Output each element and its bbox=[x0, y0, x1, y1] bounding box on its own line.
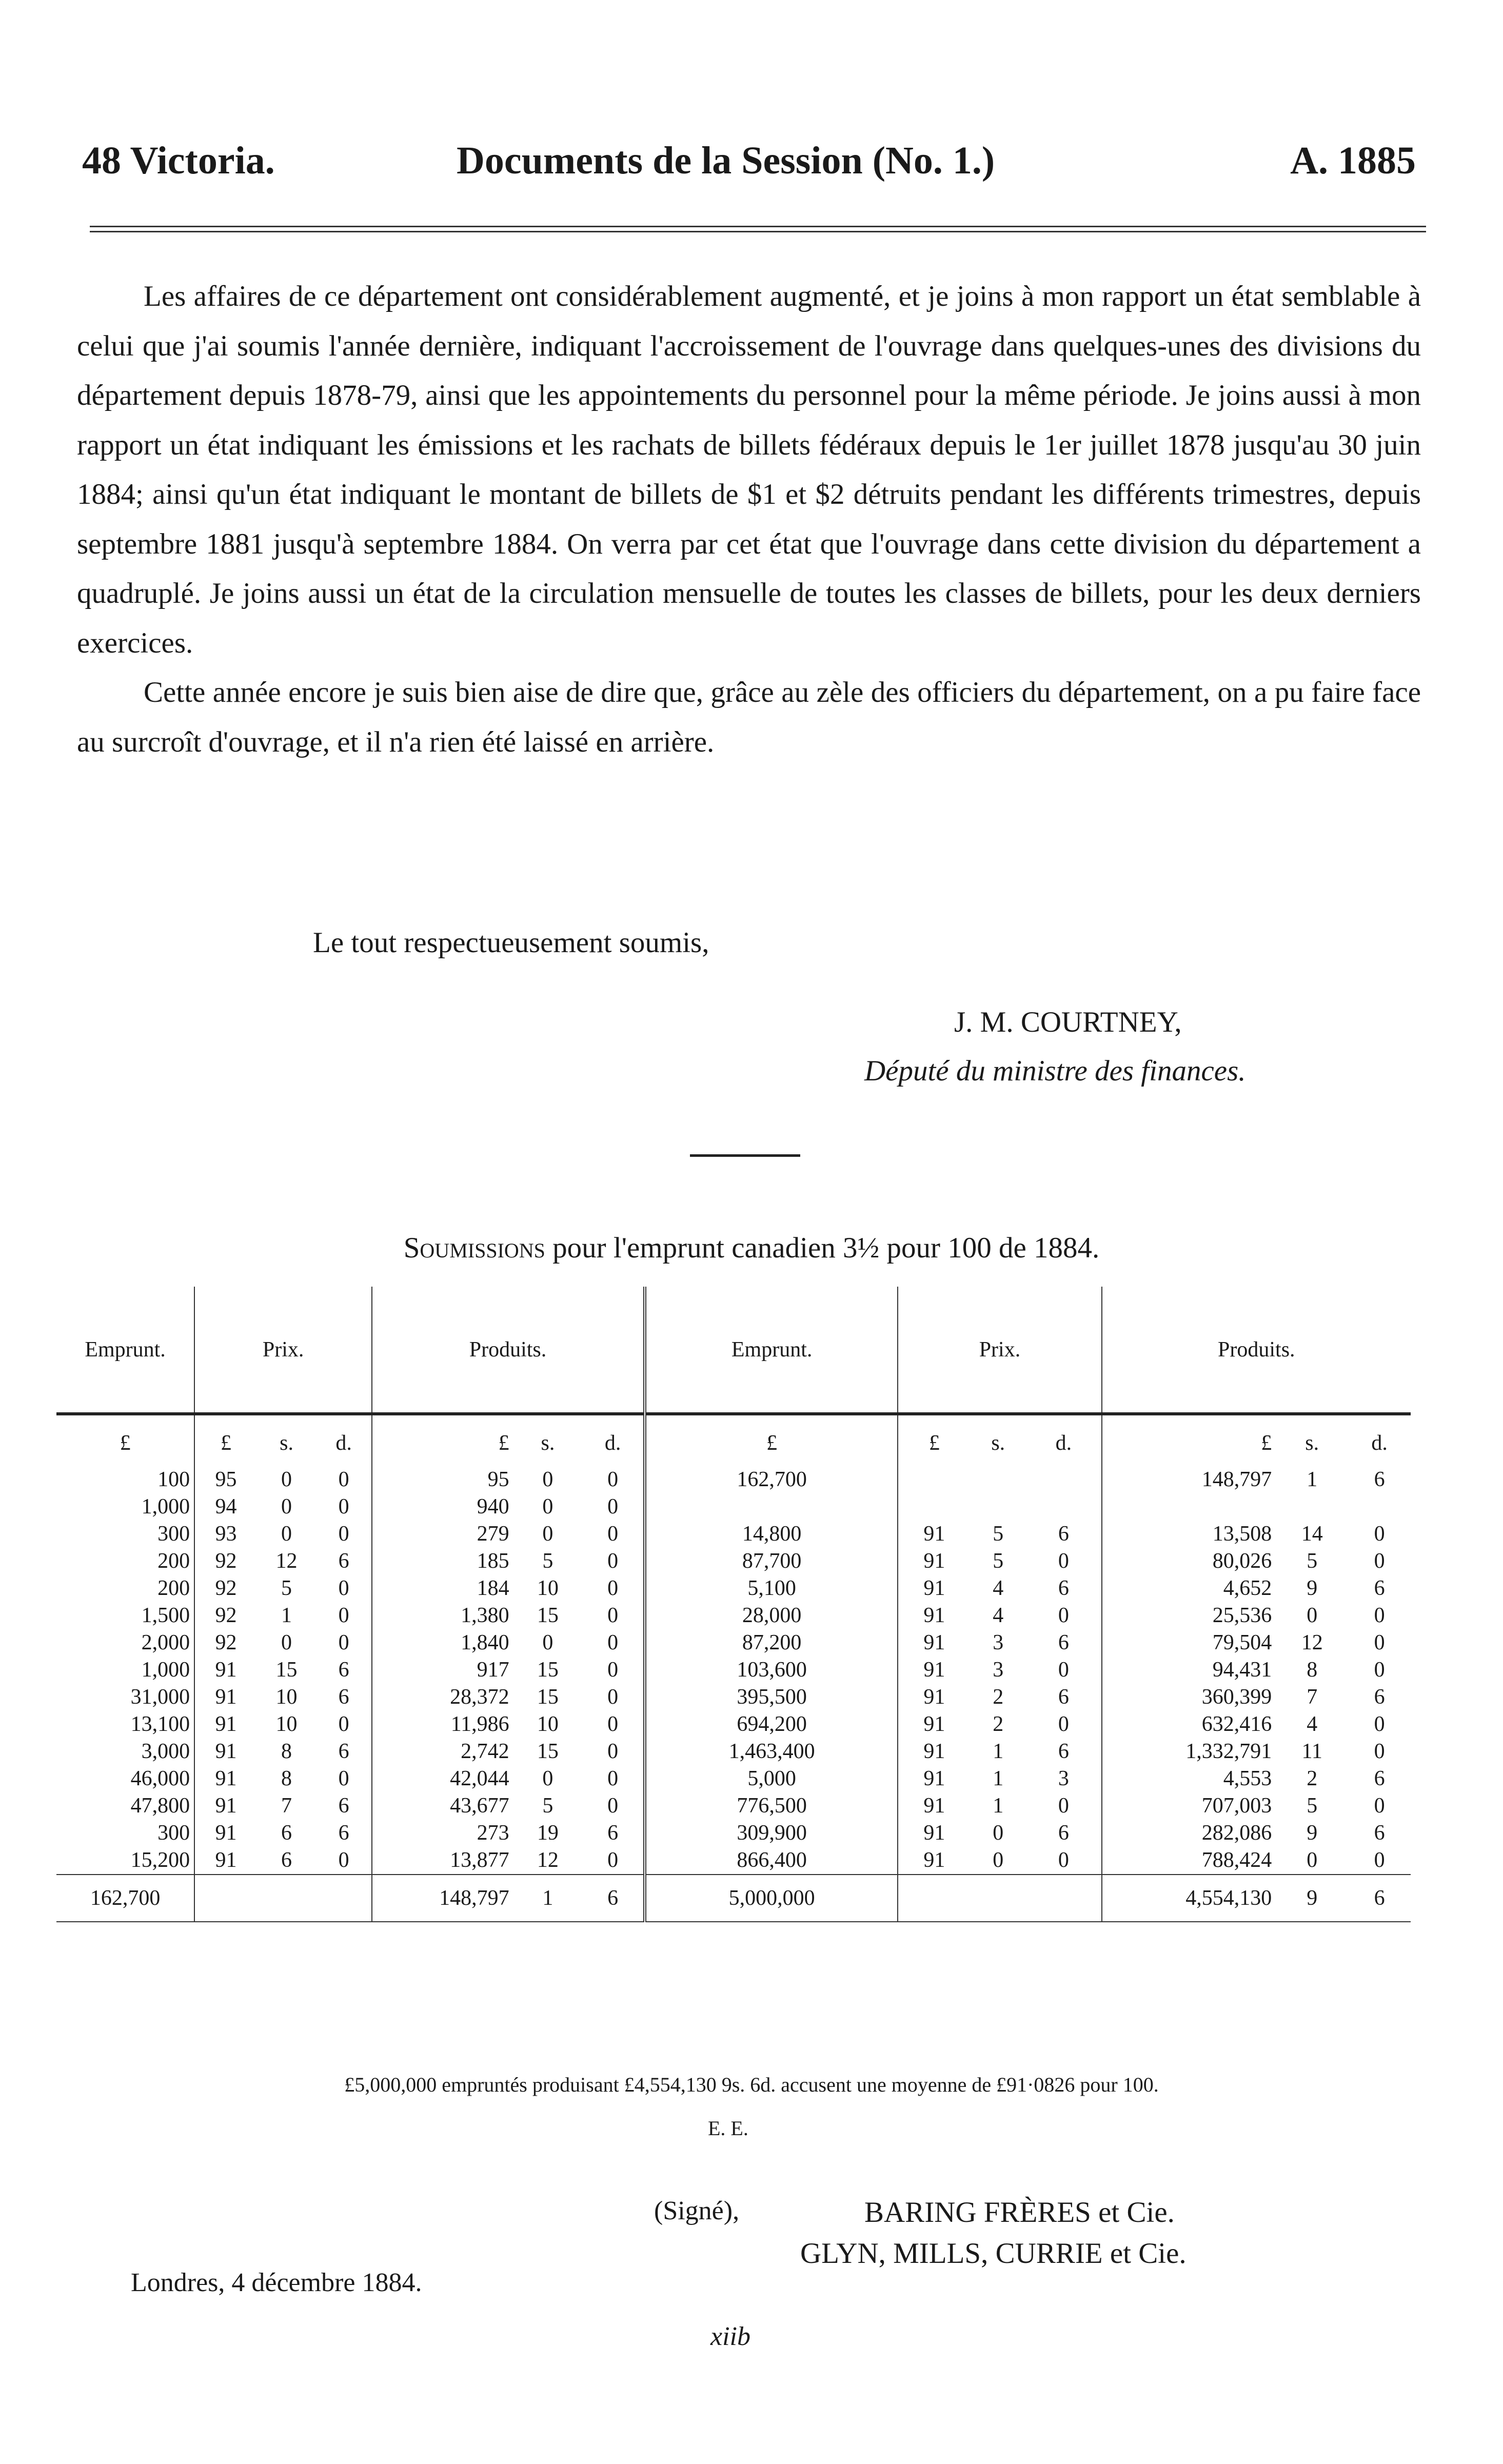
table-cell: 92 bbox=[194, 1629, 257, 1657]
signed-label: (Signé), bbox=[654, 2196, 740, 2225]
header-rule-second bbox=[90, 231, 1426, 232]
unit-cell: s. bbox=[280, 1431, 293, 1455]
table-row bbox=[56, 1738, 1411, 1765]
table-cell: 100 bbox=[157, 1468, 190, 1491]
total-cell bbox=[970, 1875, 1026, 1922]
table-cell: 46,000 bbox=[130, 1767, 190, 1790]
header-emprunt-left: Emprunt. bbox=[56, 1287, 194, 1414]
table-cell: 93 bbox=[194, 1521, 257, 1548]
table-cell: 2 bbox=[993, 1712, 1004, 1736]
table-cell bbox=[1102, 1493, 1276, 1521]
table-cell: 2,742 bbox=[372, 1738, 513, 1765]
unit-cell: d. bbox=[335, 1431, 352, 1455]
table-cell: 707,003 bbox=[1102, 1792, 1276, 1820]
table-cell: 15,200 bbox=[130, 1848, 190, 1872]
table-cell: 0 bbox=[607, 1522, 619, 1546]
table-cell: 0 bbox=[1058, 1604, 1069, 1627]
table-cell: 10 bbox=[537, 1712, 559, 1736]
table-cell: 15 bbox=[275, 1658, 298, 1682]
table-cell: 0 bbox=[338, 1631, 349, 1654]
table-cell: 2 bbox=[1307, 1767, 1318, 1790]
table-cell: 5,100 bbox=[645, 1575, 898, 1602]
table-cell: 8 bbox=[281, 1767, 292, 1790]
table-cell: 25,536 bbox=[1102, 1602, 1276, 1629]
table-cell: 2 bbox=[993, 1685, 1004, 1709]
table-cell: 0 bbox=[1058, 1712, 1069, 1736]
table-row bbox=[56, 1548, 1411, 1575]
table-cell: 273 bbox=[372, 1820, 513, 1847]
table-cell: 0 bbox=[1374, 1631, 1385, 1654]
table-cell: 5 bbox=[1307, 1549, 1318, 1573]
table-cell: 6 bbox=[1374, 1685, 1385, 1709]
table-cell: 9 bbox=[1307, 1576, 1318, 1600]
table-cell: 776,500 bbox=[645, 1792, 898, 1820]
table-cell: 7 bbox=[281, 1794, 292, 1818]
totals-row bbox=[56, 1875, 1411, 1922]
table-cell: 43,677 bbox=[372, 1792, 513, 1820]
table-cell: 6 bbox=[1058, 1740, 1069, 1763]
table-cell: 91 bbox=[194, 1711, 257, 1738]
table-cell: 15 bbox=[537, 1685, 559, 1709]
table-cell: 0 bbox=[607, 1631, 619, 1654]
table-row bbox=[56, 1466, 1411, 1493]
header-prix-left: Prix. bbox=[194, 1287, 372, 1414]
table-cell: 6 bbox=[338, 1549, 349, 1573]
table-cell: 200 bbox=[157, 1576, 190, 1600]
table-cell bbox=[970, 1493, 1026, 1521]
table-cell: 4,553 bbox=[1102, 1765, 1276, 1792]
table-cell: 632,416 bbox=[1102, 1711, 1276, 1738]
table-cell: 6 bbox=[281, 1821, 292, 1845]
table-cell: 1 bbox=[993, 1740, 1004, 1763]
table-cell: 95 bbox=[194, 1466, 257, 1493]
table-cell: 91 bbox=[194, 1792, 257, 1820]
table-cell bbox=[898, 1493, 970, 1521]
table-cell: 1,380 bbox=[372, 1602, 513, 1629]
table-cell: 0 bbox=[607, 1712, 619, 1736]
table-cell: 91 bbox=[898, 1847, 970, 1875]
table-title-smallcaps: Soumissions bbox=[403, 1232, 545, 1264]
table-cell: 91 bbox=[194, 1684, 257, 1711]
header-session-year: 48 Victoria. bbox=[82, 139, 275, 182]
table-cell: 1,000 bbox=[141, 1658, 190, 1682]
table-row bbox=[56, 1847, 1411, 1875]
table-cell: 19 bbox=[537, 1821, 559, 1845]
closing-line: Le tout respectueusement soumis, bbox=[313, 927, 709, 959]
table-cell: 6 bbox=[338, 1821, 349, 1845]
table-cell: 6 bbox=[1374, 1576, 1385, 1600]
table-cell: 91 bbox=[898, 1765, 970, 1792]
table-cell bbox=[1026, 1493, 1101, 1521]
header-rule bbox=[90, 226, 1426, 227]
table-body bbox=[56, 1466, 1411, 1875]
table-cell: 6 bbox=[338, 1794, 349, 1818]
total-cell: 4,554,130 bbox=[1102, 1875, 1276, 1922]
table-row bbox=[56, 1684, 1411, 1711]
unit-cell: s. bbox=[541, 1431, 555, 1455]
table-cell: 0 bbox=[338, 1767, 349, 1790]
table-cell: 5,000 bbox=[645, 1765, 898, 1792]
table-cell: 0 bbox=[607, 1685, 619, 1709]
table-cell: 279 bbox=[372, 1521, 513, 1548]
signatory-bank-baring: BARING FRÈRES et Cie. bbox=[864, 2196, 1175, 2229]
table-cell: 0 bbox=[542, 1767, 553, 1790]
table-cell: 95 bbox=[372, 1466, 513, 1493]
table-cell: 6 bbox=[1058, 1685, 1069, 1709]
table-cell: 91 bbox=[898, 1820, 970, 1847]
table-cell: 0 bbox=[1374, 1658, 1385, 1682]
table-cell: 91 bbox=[194, 1765, 257, 1792]
table-row bbox=[56, 1602, 1411, 1629]
header-document-title: Documents de la Session (No. 1.) bbox=[457, 139, 995, 182]
table-cell: 0 bbox=[1307, 1604, 1318, 1627]
table-cell: 91 bbox=[898, 1575, 970, 1602]
table-cell: 91 bbox=[898, 1629, 970, 1657]
table-cell bbox=[970, 1466, 1026, 1493]
total-cell: 148,797 bbox=[372, 1875, 513, 1922]
table-cell: 866,400 bbox=[645, 1847, 898, 1875]
running-header bbox=[82, 139, 1416, 190]
table-cell: 1 bbox=[281, 1604, 292, 1627]
total-cell: 6 bbox=[1348, 1875, 1411, 1922]
table-cell: 5 bbox=[542, 1794, 553, 1818]
total-cell bbox=[316, 1875, 372, 1922]
table-cell: 1 bbox=[993, 1767, 1004, 1790]
table-cell: 11,986 bbox=[372, 1711, 513, 1738]
table-title bbox=[0, 1231, 1503, 1265]
header-year: A. 1885 bbox=[1290, 139, 1416, 182]
table-cell: 0 bbox=[338, 1495, 349, 1519]
table-cell: 94,431 bbox=[1102, 1657, 1276, 1684]
table-cell: 91 bbox=[194, 1738, 257, 1765]
table-cell: 0 bbox=[993, 1821, 1004, 1845]
table-cell: 0 bbox=[1058, 1549, 1069, 1573]
table-cell: 0 bbox=[542, 1468, 553, 1491]
table-cell: 14 bbox=[1301, 1522, 1323, 1546]
table-cell: 3 bbox=[993, 1658, 1004, 1682]
table-cell: 6 bbox=[1058, 1631, 1069, 1654]
table-cell: 6 bbox=[1058, 1576, 1069, 1600]
loan-summary: £5,000,000 empruntés produisant £4,554,130 9s. 6d. accusent une moyenne de £91·0826 pour 100. bbox=[344, 2073, 1159, 2096]
table-cell: 87,200 bbox=[645, 1629, 898, 1657]
table-cell: 1 bbox=[1307, 1468, 1318, 1491]
table-cell: 184 bbox=[372, 1575, 513, 1602]
unit-cell: s. bbox=[1305, 1431, 1319, 1455]
table-cell: 282,086 bbox=[1102, 1820, 1276, 1847]
table-cell: 148,797 bbox=[1102, 1466, 1276, 1493]
table-cell: 31,000 bbox=[130, 1685, 190, 1709]
subscriptions-table bbox=[56, 1287, 1411, 1922]
total-cell: 1 bbox=[513, 1875, 583, 1922]
table-cell: 1,000 bbox=[141, 1495, 190, 1519]
paragraph-2: Cette année encore je suis bien aise de dire que, grâce au zèle des officiers du département, on a pu faire face au surcroît d'ouvrage, et il n'a rien été laissé en arrière. bbox=[77, 676, 1421, 758]
table-cell: 6 bbox=[1374, 1767, 1385, 1790]
table-cell: 3,000 bbox=[141, 1740, 190, 1763]
table-cell: 0 bbox=[1058, 1794, 1069, 1818]
table-cell: 91 bbox=[194, 1820, 257, 1847]
table-cell: 0 bbox=[607, 1794, 619, 1818]
table-cell: 12 bbox=[275, 1549, 298, 1573]
table-cell: 103,600 bbox=[645, 1657, 898, 1684]
table-cell: 91 bbox=[898, 1738, 970, 1765]
table-row bbox=[56, 1765, 1411, 1792]
table-cell: 1,500 bbox=[141, 1604, 190, 1627]
table-cell: 0 bbox=[607, 1604, 619, 1627]
table-cell: 360,399 bbox=[1102, 1684, 1276, 1711]
unit-cell: £ bbox=[120, 1431, 131, 1455]
place-and-date: Londres, 4 décembre 1884. bbox=[131, 2268, 422, 2297]
table-cell: 91 bbox=[898, 1792, 970, 1820]
unit-cell: £ bbox=[645, 1415, 898, 1466]
table-header-row bbox=[56, 1287, 1411, 1414]
table-cell: 694,200 bbox=[645, 1711, 898, 1738]
table-cell: 28,000 bbox=[645, 1602, 898, 1629]
table-cell: 0 bbox=[607, 1495, 619, 1519]
initials: E. E. bbox=[708, 2117, 748, 2140]
table-cell: 13,877 bbox=[372, 1847, 513, 1875]
unit-cell: d. bbox=[604, 1431, 621, 1455]
unit-cell: £ bbox=[898, 1415, 970, 1466]
table-cell: 0 bbox=[542, 1631, 553, 1654]
table-cell: 0 bbox=[1374, 1712, 1385, 1736]
signatory-bank-glyn: GLYN, MILLS, CURRIE et Cie. bbox=[800, 2237, 1186, 2270]
table-cell bbox=[645, 1493, 898, 1521]
table-cell: 0 bbox=[542, 1522, 553, 1546]
table-cell: 4 bbox=[993, 1604, 1004, 1627]
header-produits-left: Produits. bbox=[372, 1287, 645, 1414]
table-cell: 11 bbox=[1301, 1740, 1322, 1763]
table-cell: 3 bbox=[993, 1631, 1004, 1654]
table-cell: 9 bbox=[1307, 1821, 1318, 1845]
table-cell: 94 bbox=[194, 1493, 257, 1521]
table-cell: 92 bbox=[194, 1602, 257, 1629]
table-cell: 91 bbox=[898, 1657, 970, 1684]
table-cell: 0 bbox=[281, 1468, 292, 1491]
header-prix-right: Prix. bbox=[898, 1287, 1101, 1414]
table-row bbox=[56, 1575, 1411, 1602]
table-cell: 917 bbox=[372, 1657, 513, 1684]
table-cell: 92 bbox=[194, 1575, 257, 1602]
table-cell: 15 bbox=[537, 1604, 559, 1627]
table-cell: 2,000 bbox=[141, 1631, 190, 1654]
table-cell: 92 bbox=[194, 1548, 257, 1575]
table-cell: 395,500 bbox=[645, 1684, 898, 1711]
total-cell bbox=[898, 1875, 970, 1922]
unit-cell: £ bbox=[1102, 1415, 1276, 1466]
table-cell bbox=[1348, 1493, 1411, 1521]
total-cell bbox=[257, 1875, 316, 1922]
table-cell: 0 bbox=[993, 1848, 1004, 1872]
table-cell: 5 bbox=[993, 1522, 1004, 1546]
body-text bbox=[77, 272, 1421, 767]
section-divider bbox=[690, 1154, 800, 1157]
table-cell: 1,332,791 bbox=[1102, 1738, 1276, 1765]
table-cell: 4 bbox=[1307, 1712, 1318, 1736]
table-cell: 0 bbox=[338, 1604, 349, 1627]
paragraph-1: Les affaires de ce département ont considérablement augmenté, et je joins à mon rapport un état semblable à celui que j'ai soumis l'année dernière, indiquant l'accroissement de l'ouvrage dans quelques-unes des divisions du département depuis 1878-79, ainsi que les appointements du personnel pour la même période. Je joins aussi à mon rapport un état indiquant les émissions et les rachats de billets fédéraux depuis le 1er juillet 1878 jusqu'au 30 juin 1884; ainsi qu'un état indiquant le montant de billets de $1 et $2 détruits pendant les différents trimestres, depuis septembre 1881 jusqu'à septembre 1884. On verra par cet état que l'ouvrage dans cette division du département a quadruplé. Je joins aussi un état de la circulation mensuelle de toutes les classes de billets, pour les deux derniers exercices. bbox=[77, 280, 1421, 659]
table-cell: 0 bbox=[1374, 1794, 1385, 1818]
table-cell: 5 bbox=[281, 1576, 292, 1600]
units-row bbox=[56, 1415, 1411, 1466]
table-cell: 4,652 bbox=[1102, 1575, 1276, 1602]
table-cell: 0 bbox=[1374, 1522, 1385, 1546]
unit-cell: d. bbox=[1055, 1431, 1072, 1455]
table-cell bbox=[1026, 1466, 1101, 1493]
table-cell: 185 bbox=[372, 1548, 513, 1575]
table-cell: 12 bbox=[1301, 1631, 1323, 1654]
unit-cell: d. bbox=[1371, 1431, 1388, 1455]
table-cell: 940 bbox=[372, 1493, 513, 1521]
table-cell: 309,900 bbox=[645, 1820, 898, 1847]
header-emprunt-right: Emprunt. bbox=[645, 1287, 898, 1414]
table-cell: 0 bbox=[607, 1740, 619, 1763]
unit-cell: £ bbox=[194, 1415, 257, 1466]
table-cell: 0 bbox=[607, 1767, 619, 1790]
unit-cell: £ bbox=[372, 1415, 513, 1466]
table-cell bbox=[1276, 1493, 1348, 1521]
table-cell: 0 bbox=[281, 1495, 292, 1519]
table-cell: 0 bbox=[1307, 1848, 1318, 1872]
table-cell: 0 bbox=[607, 1848, 619, 1872]
table-cell: 0 bbox=[338, 1712, 349, 1736]
table-cell: 300 bbox=[157, 1821, 190, 1845]
table-cell: 6 bbox=[1374, 1468, 1385, 1491]
table-cell: 0 bbox=[338, 1576, 349, 1600]
table-cell: 6 bbox=[1374, 1821, 1385, 1845]
table-cell: 0 bbox=[607, 1549, 619, 1573]
total-cell bbox=[1026, 1875, 1101, 1922]
table-cell: 47,800 bbox=[130, 1794, 190, 1818]
total-cell: 6 bbox=[582, 1875, 645, 1922]
table-cell: 15 bbox=[537, 1740, 559, 1763]
table-cell: 200 bbox=[157, 1549, 190, 1573]
table-cell: 3 bbox=[1058, 1767, 1069, 1790]
table-cell: 162,700 bbox=[645, 1466, 898, 1493]
table-cell: 1,840 bbox=[372, 1629, 513, 1657]
table-cell: 0 bbox=[1374, 1740, 1385, 1763]
table-cell: 0 bbox=[338, 1468, 349, 1491]
table-cell: 6 bbox=[1058, 1821, 1069, 1845]
table-cell: 28,372 bbox=[372, 1684, 513, 1711]
table-cell: 91 bbox=[898, 1684, 970, 1711]
table-cell: 0 bbox=[281, 1631, 292, 1654]
table-cell: 7 bbox=[1307, 1685, 1318, 1709]
table-cell: 5 bbox=[1307, 1794, 1318, 1818]
table-cell: 4 bbox=[993, 1576, 1004, 1600]
table-cell: 0 bbox=[1374, 1549, 1385, 1573]
unit-cell: s. bbox=[991, 1431, 1005, 1455]
total-cell bbox=[194, 1875, 257, 1922]
table-cell: 14,800 bbox=[645, 1521, 898, 1548]
table-cell: 10 bbox=[275, 1712, 298, 1736]
table-row bbox=[56, 1493, 1411, 1521]
table-cell: 10 bbox=[275, 1685, 298, 1709]
table-cell: 80,026 bbox=[1102, 1548, 1276, 1575]
table-cell: 1,463,400 bbox=[645, 1738, 898, 1765]
table-cell: 8 bbox=[1307, 1658, 1318, 1682]
table-cell: 1 bbox=[993, 1794, 1004, 1818]
table-row bbox=[56, 1521, 1411, 1548]
table-row bbox=[56, 1657, 1411, 1684]
table-cell: 6 bbox=[1058, 1522, 1069, 1546]
table-cell: 42,044 bbox=[372, 1765, 513, 1792]
table-cell: 13,508 bbox=[1102, 1521, 1276, 1548]
table-cell: 0 bbox=[1374, 1848, 1385, 1872]
table-cell: 0 bbox=[1058, 1658, 1069, 1682]
table-title-rest: pour l'emprunt canadien 3½ pour 100 de 1884. bbox=[545, 1232, 1100, 1264]
table-cell bbox=[898, 1466, 970, 1493]
table-cell: 12 bbox=[537, 1848, 559, 1872]
table-cell: 0 bbox=[542, 1495, 553, 1519]
table-cell: 91 bbox=[898, 1602, 970, 1629]
table-cell: 15 bbox=[537, 1658, 559, 1682]
table-row bbox=[56, 1629, 1411, 1657]
table-cell: 788,424 bbox=[1102, 1847, 1276, 1875]
table-cell: 0 bbox=[1374, 1604, 1385, 1627]
table-cell: 91 bbox=[194, 1847, 257, 1875]
table-cell: 0 bbox=[607, 1576, 619, 1600]
table-cell: 6 bbox=[338, 1685, 349, 1709]
table-cell: 13,100 bbox=[130, 1712, 190, 1736]
table-cell: 0 bbox=[338, 1522, 349, 1546]
table-cell: 10 bbox=[537, 1576, 559, 1600]
table-cell: 79,504 bbox=[1102, 1629, 1276, 1657]
table-cell: 6 bbox=[607, 1821, 619, 1845]
table-cell: 91 bbox=[898, 1711, 970, 1738]
table-cell: 6 bbox=[281, 1848, 292, 1872]
total-cell: 162,700 bbox=[56, 1875, 194, 1922]
table-cell: 0 bbox=[338, 1848, 349, 1872]
table-cell: 91 bbox=[898, 1521, 970, 1548]
table-cell: 300 bbox=[157, 1522, 190, 1546]
signatory-name: J. M. COURTNEY, bbox=[954, 1006, 1182, 1038]
table-cell: 87,700 bbox=[645, 1548, 898, 1575]
table-cell: 0 bbox=[607, 1658, 619, 1682]
page-number: xiib bbox=[710, 2322, 750, 2351]
table-cell: 91 bbox=[898, 1548, 970, 1575]
table-cell: 8 bbox=[281, 1740, 292, 1763]
table-cell: 5 bbox=[542, 1549, 553, 1573]
table-cell: 0 bbox=[281, 1522, 292, 1546]
table-cell: 6 bbox=[338, 1658, 349, 1682]
table-row bbox=[56, 1792, 1411, 1820]
table-row bbox=[56, 1820, 1411, 1847]
table-cell: 0 bbox=[607, 1468, 619, 1491]
total-cell: 5,000,000 bbox=[645, 1875, 898, 1922]
table-row bbox=[56, 1711, 1411, 1738]
table-cell: 0 bbox=[1058, 1848, 1069, 1872]
total-cell: 9 bbox=[1276, 1875, 1348, 1922]
signatory-title: Député du ministre des finances. bbox=[864, 1055, 1246, 1087]
table-cell: 5 bbox=[993, 1549, 1004, 1573]
header-produits-right: Produits. bbox=[1102, 1287, 1411, 1414]
table-cell: 91 bbox=[194, 1657, 257, 1684]
table-cell: 6 bbox=[338, 1740, 349, 1763]
